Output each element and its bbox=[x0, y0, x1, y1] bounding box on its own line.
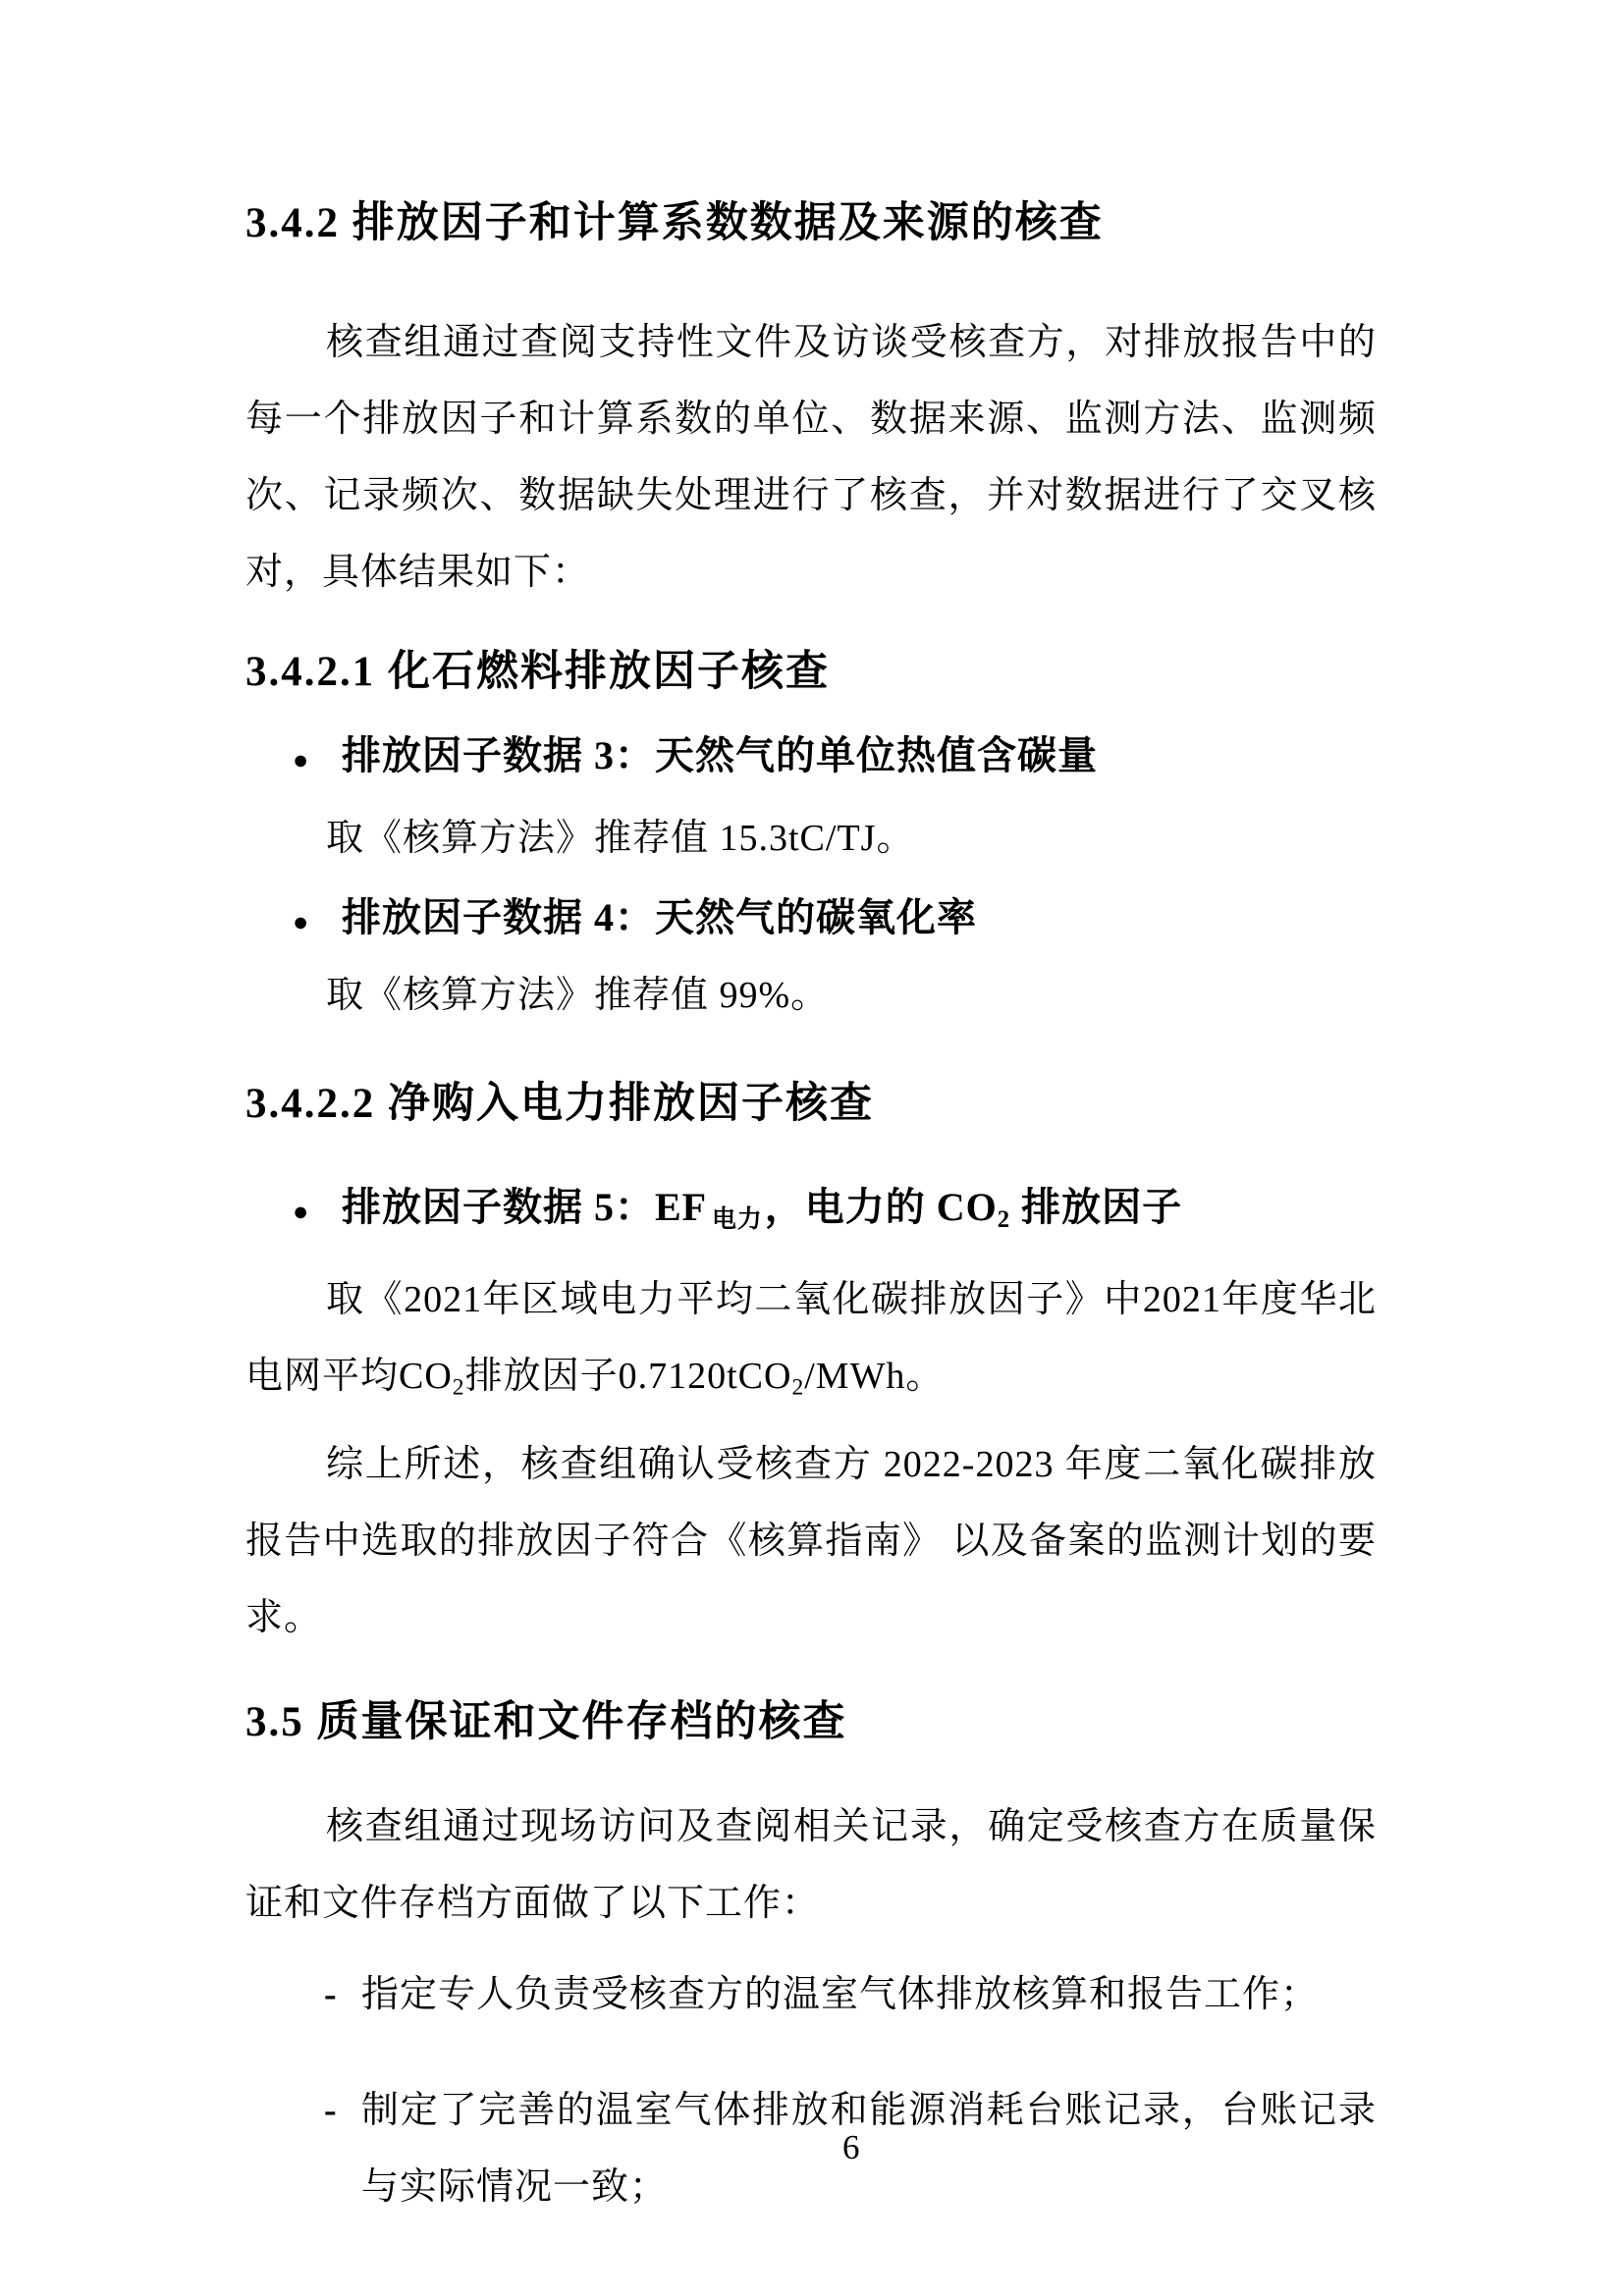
list-item bbox=[245, 1956, 1377, 2033]
text-run: ，电力的 CO bbox=[764, 1185, 998, 1229]
subscript-text: 2 bbox=[997, 1205, 1011, 1233]
page-number: 6 bbox=[842, 2128, 860, 2166]
bullet-item-factor-3 bbox=[245, 728, 1377, 787]
bullet-icon: ● bbox=[293, 745, 309, 774]
list-item-text: 指定专人负责受核查方的温室气体排放核算和报告工作； bbox=[361, 1973, 1320, 2015]
bullet-label-factor-5 bbox=[342, 1180, 1182, 1247]
list-item bbox=[245, 2072, 1377, 2225]
paragraph-quality-assurance: 核查组通过现场访问及查阅相关记录，确定受核查方在质量保证和文件存档方面做了以下工作： bbox=[245, 1805, 1377, 1924]
section-heading-3-5: 3.5 质量保证和文件存档的核查 bbox=[245, 1698, 847, 1745]
bullet-label-factor-4: 排放因子数据 4：天然气的碳氧化率 bbox=[342, 895, 977, 939]
bullet-item-factor-5 bbox=[245, 1180, 1377, 1247]
paragraph-intro: 核查组通过查阅支持性文件及访谈受核查方，对排放报告中的每一个排放因子和计算系数的单位、数据来源、监测方法、监测频次、记录频次、数据缺失处理进行了核查，并对数据进行了交叉核对，具体结果如下： bbox=[245, 322, 1377, 593]
text-run: 排放因子 bbox=[1010, 1185, 1183, 1229]
dash-icon: - bbox=[324, 2089, 338, 2131]
bullet-icon: ● bbox=[293, 907, 309, 936]
paragraph-electricity-factor bbox=[245, 1261, 1377, 1426]
section-heading-3-4-2-2: 3.4.2.2 净购入电力排放因子核查 bbox=[245, 1081, 874, 1127]
bullet-item-factor-4 bbox=[245, 890, 1377, 949]
subscript-text: 2 bbox=[791, 1374, 805, 1401]
value-line-factor-3: 取《核算方法》推荐值 15.3tC/TJ。 bbox=[326, 818, 915, 859]
value-line-factor-4: 取《核算方法》推荐值 99%。 bbox=[326, 975, 830, 1016]
list-item-text: 制定了完善的温室气体排放和能源消耗台账记录，台账记录与实际情况一致； bbox=[361, 2089, 1377, 2208]
section-heading-3-4-2-1: 3.4.2.1 化石燃料排放因子核查 bbox=[245, 649, 830, 695]
text-run: 排放因子0.7120tCO bbox=[464, 1355, 792, 1397]
subscript-text: 电力 bbox=[712, 1205, 763, 1233]
bullet-label-factor-3: 排放因子数据 3：天然气的单位热值含碳量 bbox=[342, 733, 1098, 777]
section-heading-3-4-2: 3.4.2 排放因子和计算系数数据及来源的核查 bbox=[245, 200, 1104, 246]
text-run: /MWh。 bbox=[804, 1355, 945, 1397]
subscript-text: 2 bbox=[452, 1374, 465, 1401]
text-run: 取《2021年区域电力平均二氧化碳排放因子》中2021年度华北电网平均CO bbox=[245, 1278, 1377, 1397]
dash-icon: - bbox=[324, 1973, 338, 2015]
bullet-icon: ● bbox=[293, 1197, 309, 1226]
document-content bbox=[245, 196, 1377, 2225]
text-run: 排放因子数据 5：EF bbox=[342, 1185, 708, 1229]
paragraph-summary: 综上所述，核查组确认受核查方 2022-2023 年度二氧化碳排放报告中选取的排放因子符合《核算指南》 以及备案的监测计划的要求。 bbox=[245, 1443, 1377, 1638]
